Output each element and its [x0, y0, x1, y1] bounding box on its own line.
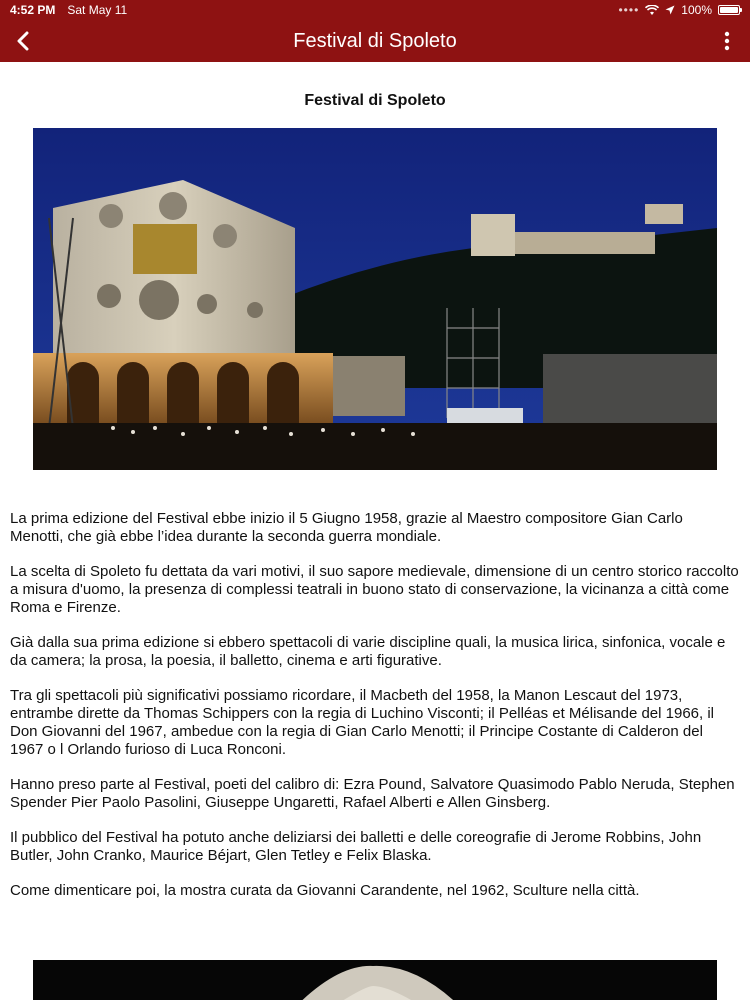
portrait-image [33, 960, 717, 1000]
battery-percent: 100% [681, 3, 712, 17]
status-bar [0, 0, 750, 20]
more-options-button[interactable] [712, 26, 742, 56]
article-paragraph: Hanno preso parte al Festival, poeti del calibro di: Ezra Pound, Salvatore Quasimodo Pablo Neruda, Stephen Spender Pier Paolo Pasolini, Giuseppe Ungaretti, Rafael Alberti e Allen Ginsberg. [10, 776, 735, 811]
navigation-bar [0, 20, 750, 62]
signal-dots-icon: •••• [618, 3, 640, 17]
status-time: 4:52 PM [10, 3, 56, 17]
back-button[interactable] [8, 26, 38, 56]
location-arrow-icon [665, 5, 675, 15]
chevron-left-icon [16, 31, 30, 51]
status-right-group [618, 3, 740, 17]
article-scroll-view[interactable] [0, 62, 750, 1000]
article-paragraph: Già dalla sua prima edizione si ebbero spettacoli di varie discipline quali, la musica lirica, sinfonica, vocale e da camera; la prosa, la poesia, il balletto, cinema e arti figurative. [10, 634, 726, 669]
hero-image-cathedral-concert [33, 128, 717, 470]
article-paragraph: Il pubblico del Festival ha potuto anche deliziarsi dei balletti e delle coreografie di Jerome Robbins, John Butler, John Cranko, Maurice Béjart, Glen Tetley e Felix Blaska. [10, 829, 702, 864]
article-paragraph: La scelta di Spoleto fu dettata da vari motivi, il suo sapore medievale, dimensione di un centro storico raccolto a misura d'uomo, la presenza di complessi teatrali in buono stato di conservazione, la vicinanza a città come Roma e Firenze. [10, 563, 739, 616]
status-date: Sat May 11 [67, 3, 128, 17]
article-heading: Festival di Spoleto [304, 92, 446, 109]
wifi-icon [645, 5, 659, 16]
more-vertical-icon [724, 31, 730, 51]
article-paragraph: Come dimenticare poi, la mostra curata da Giovanni Carandente, nel 1962, Sculture nella città. [10, 882, 640, 899]
nav-title: Festival di Spoleto [293, 29, 457, 52]
article-body [0, 510, 750, 900]
article-paragraph: La prima edizione del Festival ebbe inizio il 5 Giugno 1958, grazie al Maestro compositore Gian Carlo Menotti, che già ebbe l’idea durante la seconda guerra mondiale. [10, 510, 683, 545]
battery-icon [718, 5, 740, 15]
article-paragraph: Tra gli spettacoli più significativi possiamo ricordare, il Macbeth del 1958, la Manon Lescaut del 1973, entrambe dirette da Thomas Schippers con la regia di Luchino Visconti; il Pelléas et Mélisande del 1966, il Don Giovanni del 1967, ambedue con la regia di Gian Carlo Menotti; il Principe Costante di Calderon del 1967 o l Orlando furioso di Luca Ronconi. [10, 687, 715, 758]
